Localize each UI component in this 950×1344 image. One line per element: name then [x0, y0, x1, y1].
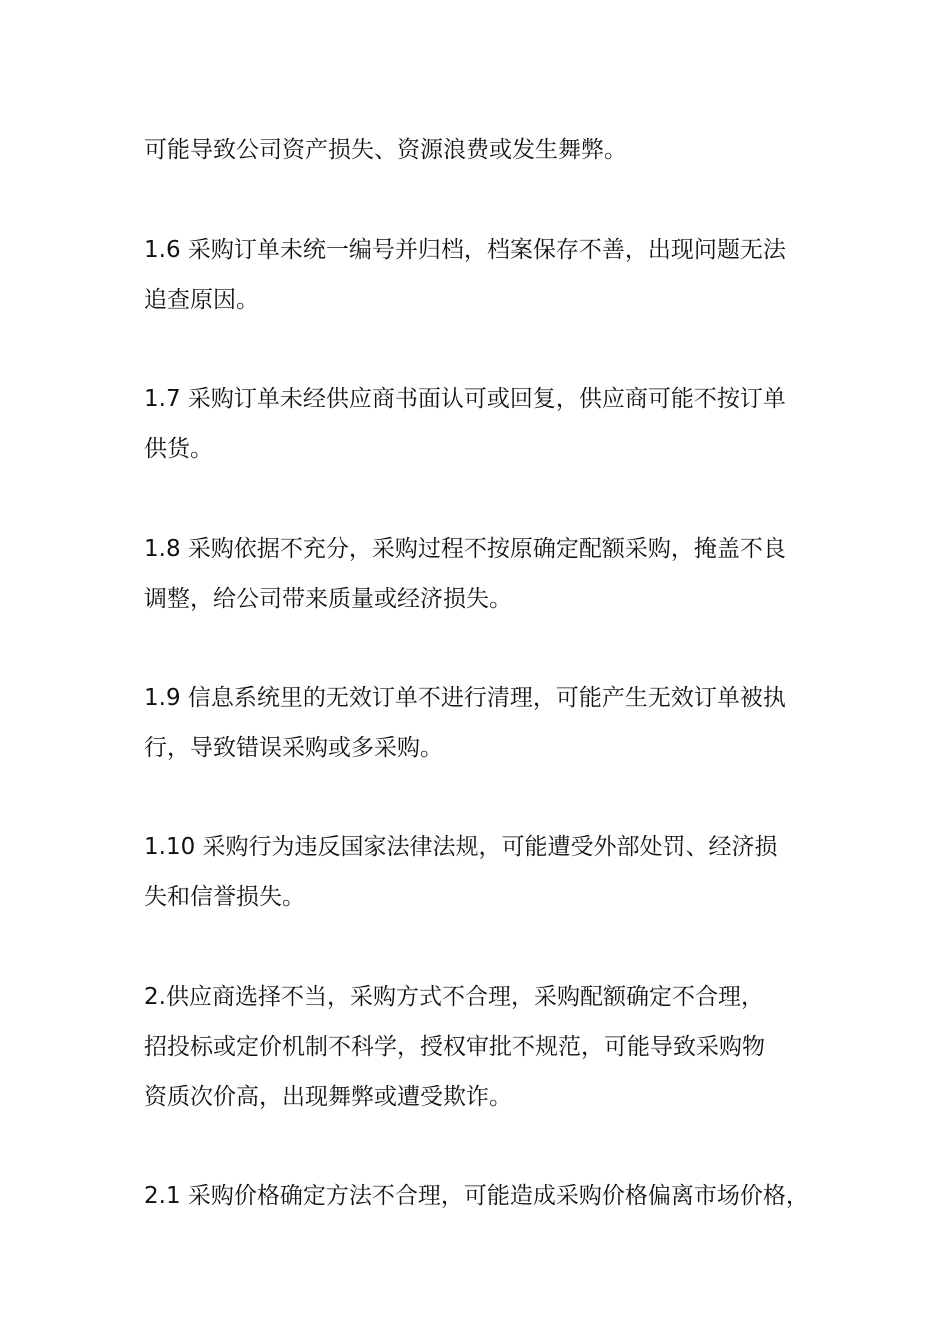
- paragraph-line: 资质次价高，出现舞弊或遭受欺诈。: [144, 1084, 512, 1110]
- paragraph-line: 2.供应商选择不当，采购方式不合理，采购配额确定不合理，: [144, 984, 764, 1010]
- paragraph-line: 调整，给公司带来质量或经济损失。: [144, 586, 512, 612]
- paragraph-2: [144, 972, 844, 1122]
- paragraph-line: 供货。: [144, 436, 213, 462]
- paragraph-2-1: [144, 1171, 844, 1221]
- paragraph-line: 1.8 采购依据不充分，采购过程不按原确定配额采购，掩盖不良: [144, 536, 786, 562]
- paragraph-1-10: [144, 822, 844, 922]
- paragraph-1-6: [144, 225, 844, 325]
- paragraph-line: 可能导致公司资产损失、资源浪费或发生舞弊。: [144, 137, 627, 163]
- paragraph-line: 1.6 采购订单未统一编号并归档，档案保存不善，出现问题无法: [144, 237, 786, 263]
- paragraph-line: 失和信誉损失。: [144, 884, 305, 910]
- paragraph-line: 1.10 采购行为违反国家法律法规，可能遭受外部处罚、经济损: [144, 834, 778, 860]
- paragraph-line: 追查原因。: [144, 287, 259, 313]
- paragraph-line: 1.7 采购订单未经供应商书面认可或回复，供应商可能不按订单: [144, 386, 786, 412]
- paragraph-1-8: [144, 524, 844, 624]
- paragraph-asset-loss: [144, 125, 844, 175]
- paragraph-line: 2.1 采购价格确定方法不合理，可能造成采购价格偏离市场价格，: [144, 1183, 809, 1209]
- paragraph-line: 招投标或定价机制不科学，授权审批不规范，可能导致采购物: [144, 1034, 765, 1060]
- paragraph-1-9: [144, 673, 844, 773]
- paragraph-line: 行，导致错误采购或多采购。: [144, 735, 443, 761]
- paragraph-1-7: [144, 374, 844, 474]
- paragraph-line: 1.9 信息系统里的无效订单不进行清理，可能产生无效订单被执: [144, 685, 786, 711]
